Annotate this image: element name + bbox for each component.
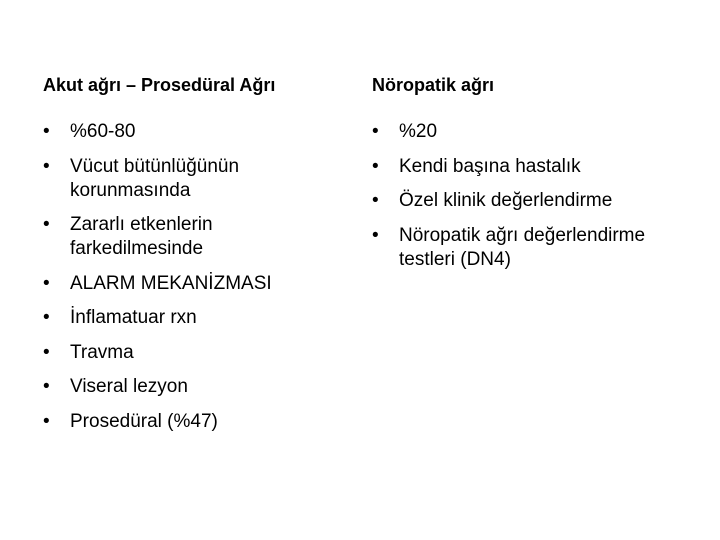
list-item: • Prosedüral (%47) <box>43 410 285 434</box>
list-item: • Özel klinik değerlendirme <box>372 189 664 213</box>
list-item: • Vücut bütünlüğünün korunmasında <box>43 155 285 203</box>
list-item: • İnflamatuar rxn <box>43 306 285 330</box>
left-heading: Akut ağrı – Prosedüral Ağrı <box>43 75 276 95</box>
list-item: • %60-80 <box>43 120 285 144</box>
list-item: • Viseral lezyon <box>43 375 285 399</box>
list-item: • Zararlı etkenlerin farkedilmesinde <box>43 213 285 261</box>
right-heading: Nöropatik ağrı <box>372 75 495 95</box>
list-item: • Kendi başına hastalık <box>372 155 664 179</box>
list-item: • %20 <box>372 120 664 144</box>
list-item: • ALARM MEKANİZMASI <box>43 272 285 296</box>
list-item: • Travma <box>43 341 285 365</box>
right-bullet-list <box>372 120 664 282</box>
list-item: • Nöropatik ağrı değerlendirme testleri (DN4) <box>372 224 664 272</box>
left-bullet-list <box>43 120 285 444</box>
